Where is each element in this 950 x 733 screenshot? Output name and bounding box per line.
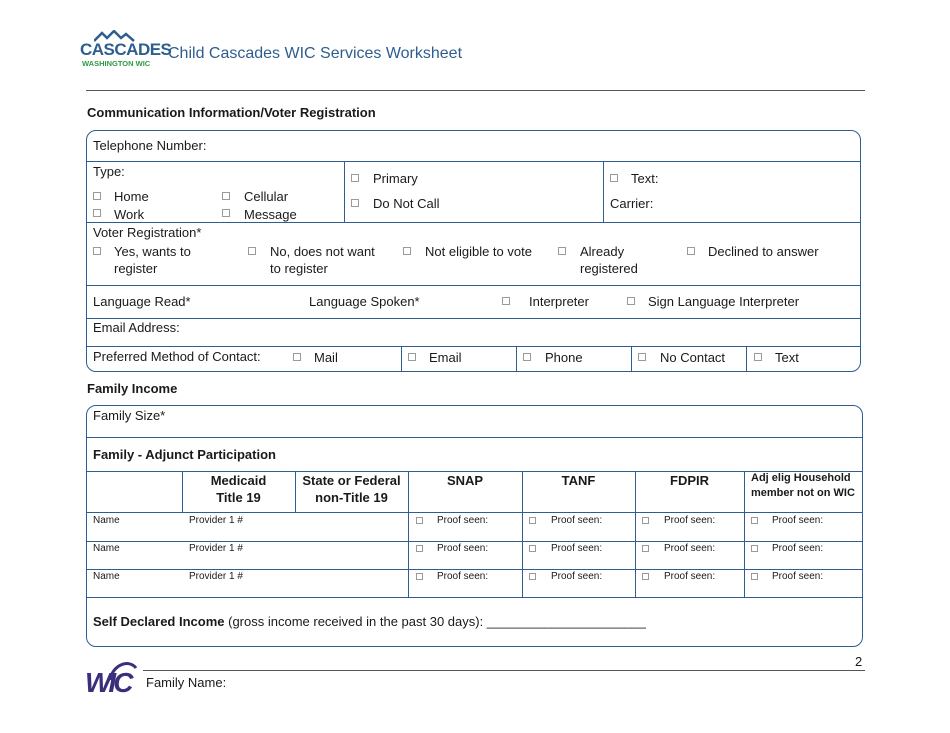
logo-sub-text: WASHINGTON WIC [82, 59, 151, 68]
col-fdpir: FDPIR [670, 473, 709, 488]
row2-snap-checkbox[interactable] [416, 545, 423, 552]
language-spoken-label: Language Spoken* [309, 294, 420, 309]
row1-adj-checkbox[interactable] [751, 517, 758, 524]
home-label: Home [114, 189, 149, 204]
contact-mail-checkbox[interactable] [293, 353, 301, 361]
sign-language-checkbox[interactable] [627, 297, 635, 305]
footer-rule [143, 670, 865, 671]
row2-fdpir-proof: Proof seen: [664, 543, 716, 554]
cascades-logo [80, 30, 172, 70]
row3-adj-proof: Proof seen: [772, 571, 824, 582]
contact-phone-checkbox[interactable] [523, 353, 531, 361]
language-read-label: Language Read* [93, 294, 191, 309]
self-declared-income [93, 613, 646, 630]
message-checkbox[interactable] [222, 209, 230, 217]
col-medicaid: Medicaid Title 19 [210, 473, 267, 505]
col-tanf: TANF [561, 473, 596, 488]
carrier-label: Carrier: [610, 196, 654, 211]
preferred-contact-label: Preferred Method of Contact: [93, 349, 261, 364]
text-checkbox[interactable] [610, 174, 618, 182]
row1-snap-checkbox[interactable] [416, 517, 423, 524]
row3-adj-checkbox[interactable] [751, 573, 758, 580]
do-not-call-checkbox[interactable] [351, 199, 359, 207]
row3-tanf-proof: Proof seen: [551, 571, 603, 582]
row3-fdpir-checkbox[interactable] [642, 573, 649, 580]
voter-no-label: No, does not want to register [270, 244, 375, 276]
primary-checkbox[interactable] [351, 174, 359, 182]
row2-adj-checkbox[interactable] [751, 545, 758, 552]
row3-snap-proof: Proof seen: [437, 571, 489, 582]
voter-not-eligible-label: Not eligible to vote [425, 244, 532, 259]
contact-email-checkbox[interactable] [408, 353, 416, 361]
row2-tanf-proof: Proof seen: [551, 543, 603, 554]
row1-name: Name [93, 515, 120, 526]
home-checkbox[interactable] [93, 192, 101, 200]
family-income-title: Family Income [87, 381, 178, 396]
col-state-federal: State or Federal non-Title 19 [302, 473, 401, 505]
family-size-label: Family Size* [93, 408, 166, 423]
voter-yes-label: Yes, wants to register [114, 244, 191, 276]
telephone-label: Telephone Number: [93, 138, 207, 153]
page-title: Child Cascades WIC Services Worksheet [168, 45, 463, 62]
col-adj-household: Adj elig Household member not on WIC [751, 472, 855, 499]
cellular-label: Cellular [244, 189, 289, 204]
cellular-checkbox[interactable] [222, 192, 230, 200]
type-label: Type: [93, 164, 125, 179]
voter-registration-label: Voter Registration* [93, 225, 202, 240]
contact-text-label: Text [775, 350, 799, 365]
voter-declined-checkbox[interactable] [687, 247, 695, 255]
contact-no-contact-label: No Contact [660, 350, 726, 365]
page-number: 2 [855, 654, 863, 669]
message-label: Message [244, 207, 297, 222]
row2-tanf-checkbox[interactable] [529, 545, 536, 552]
row1-provider: Provider 1 # [189, 515, 243, 526]
row2-adj-proof: Proof seen: [772, 543, 824, 554]
row3-provider: Provider 1 # [189, 571, 243, 582]
voter-not-eligible-checkbox[interactable] [403, 247, 411, 255]
voter-no-checkbox[interactable] [248, 247, 256, 255]
work-label: Work [114, 207, 145, 222]
voter-already-label: Already registered [580, 244, 638, 276]
interpreter-label: Interpreter [529, 294, 589, 309]
contact-mail-label: Mail [314, 350, 338, 365]
communication-section-title: Communication Information/Voter Registration [87, 105, 376, 120]
wic-arc-icon [108, 660, 138, 682]
row3-fdpir-proof: Proof seen: [664, 571, 716, 582]
voter-yes-checkbox[interactable] [93, 247, 101, 255]
logo-main-text: CASCADES [80, 40, 172, 59]
row2-provider: Provider 1 # [189, 543, 243, 554]
text-label: Text: [631, 171, 659, 186]
self-declared-income-text: (gross income received in the past 30 days): ______________________ [228, 614, 646, 629]
contact-no-contact-checkbox[interactable] [638, 353, 646, 361]
row3-snap-checkbox[interactable] [416, 573, 423, 580]
row2-snap-proof: Proof seen: [437, 543, 489, 554]
header-rule [86, 90, 865, 91]
row3-name: Name [93, 571, 120, 582]
contact-email-label: Email [429, 350, 462, 365]
voter-already-checkbox[interactable] [558, 247, 566, 255]
row2-name: Name [93, 543, 120, 554]
adjunct-participation-title: Family - Adjunct Participation [93, 447, 276, 462]
row1-snap-proof: Proof seen: [437, 515, 489, 526]
col-snap: SNAP [446, 473, 484, 488]
row1-fdpir-checkbox[interactable] [642, 517, 649, 524]
self-declared-income-label: Self Declared Income [93, 614, 225, 629]
sign-language-label: Sign Language Interpreter [648, 294, 800, 309]
primary-label: Primary [373, 171, 418, 186]
family-name-label: Family Name: [146, 675, 227, 690]
email-address-label: Email Address: [93, 320, 180, 335]
work-checkbox[interactable] [93, 209, 101, 217]
row1-tanf-proof: Proof seen: [551, 515, 603, 526]
wic-logo: WIC [84, 660, 138, 706]
voter-declined-label: Declined to answer [708, 244, 819, 259]
row1-adj-proof: Proof seen: [772, 515, 824, 526]
row2-fdpir-checkbox[interactable] [642, 545, 649, 552]
row3-tanf-checkbox[interactable] [529, 573, 536, 580]
interpreter-checkbox[interactable] [502, 297, 510, 305]
row1-tanf-checkbox[interactable] [529, 517, 536, 524]
contact-phone-label: Phone [545, 350, 583, 365]
row1-fdpir-proof: Proof seen: [664, 515, 716, 526]
contact-text-checkbox[interactable] [754, 353, 762, 361]
do-not-call-label: Do Not Call [373, 196, 440, 211]
